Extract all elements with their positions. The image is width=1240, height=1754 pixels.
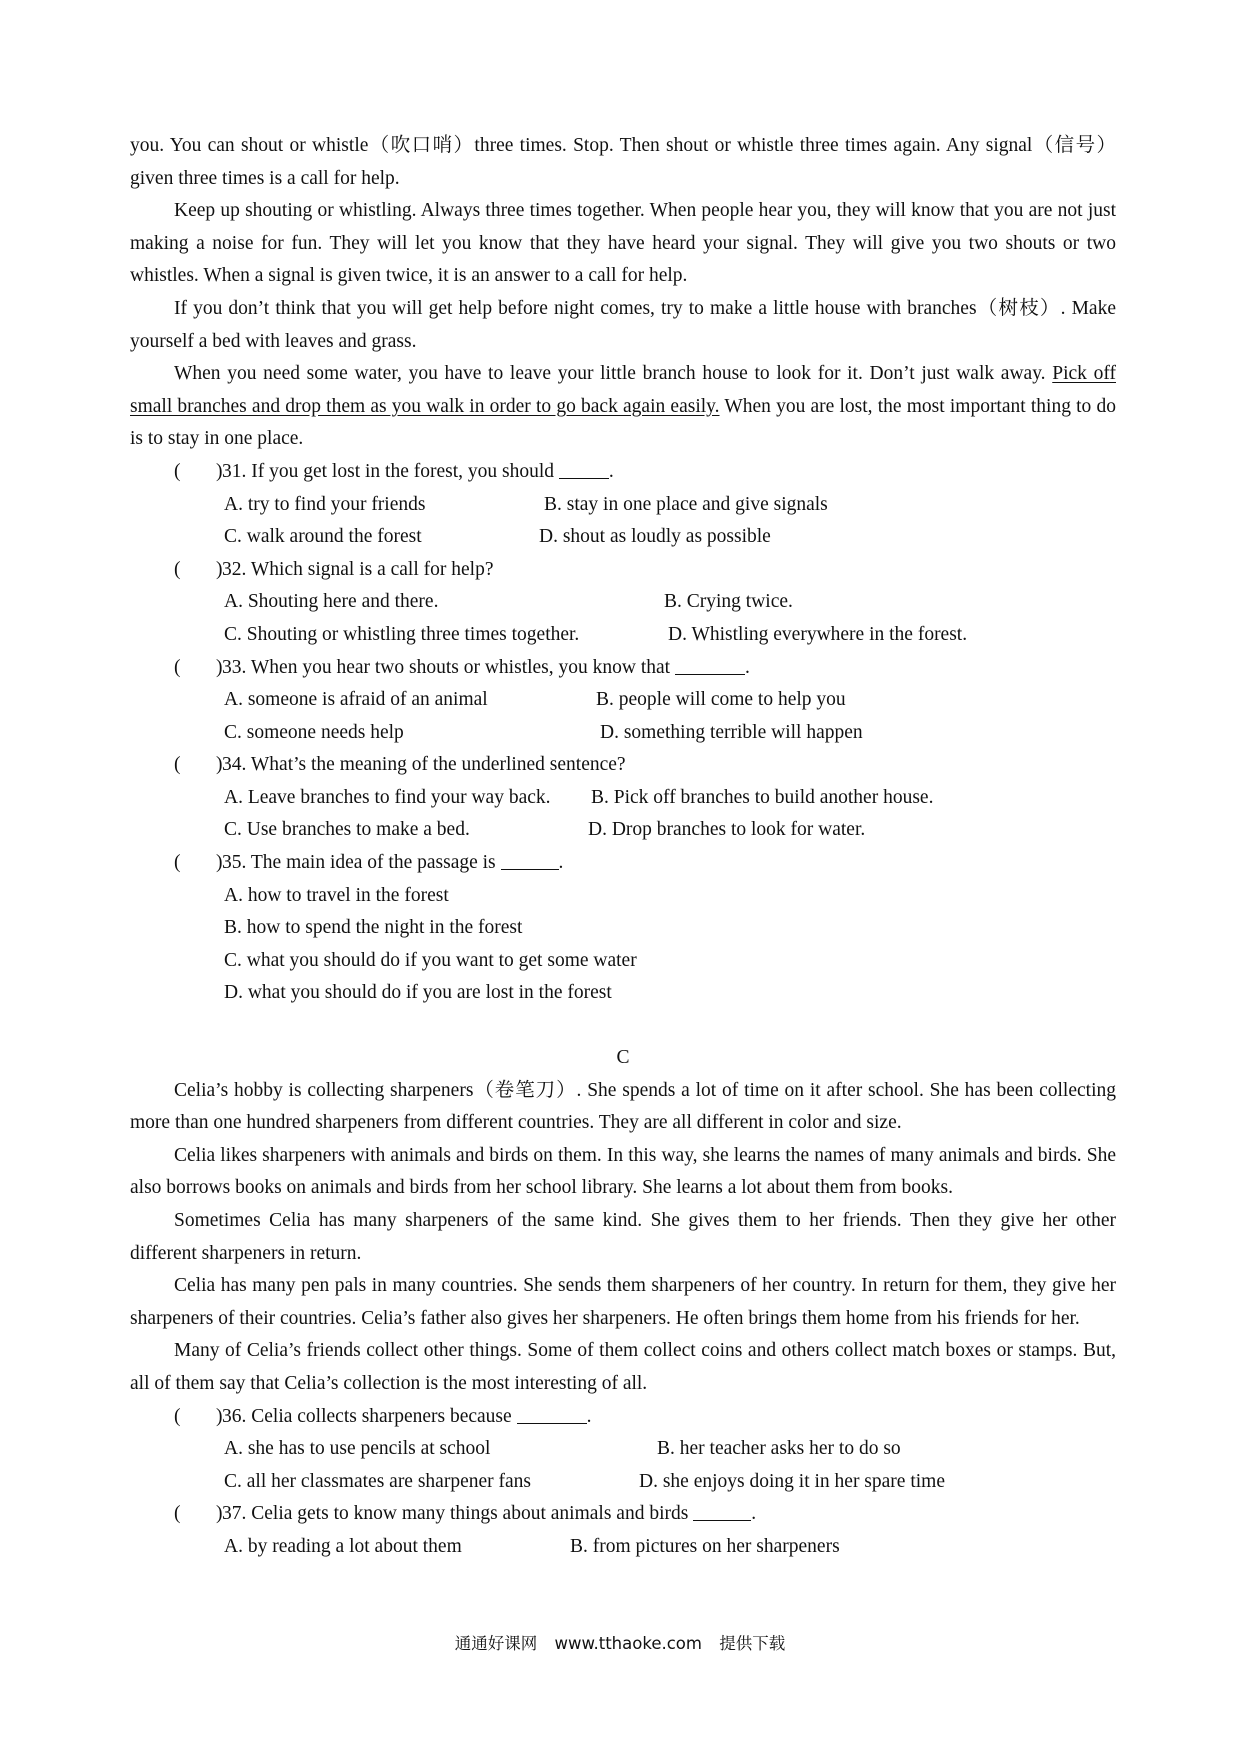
question-36 xyxy=(130,1401,1116,1434)
question-text: 36. Celia collects sharpeners because xyxy=(222,1405,512,1427)
question-end: . xyxy=(751,1503,757,1525)
paragraph-4-start: When you need some water, you have to leave your little branch house to look for it. Don’t just walk away. xyxy=(174,363,1046,385)
question-end: . xyxy=(558,852,564,874)
question-35 xyxy=(130,847,1116,880)
options-row xyxy=(130,814,1116,847)
answer-blank[interactable] xyxy=(501,849,559,870)
option-b: B. people will come to help you xyxy=(596,689,846,711)
question-text: 33. When you hear two shouts or whistles, you know that xyxy=(222,656,671,678)
question-stem xyxy=(222,456,614,489)
question-text: 34. What’s the meaning of the underlined sentence? xyxy=(222,754,626,776)
answer-paren-close: ) xyxy=(216,754,223,776)
options-row xyxy=(130,586,1116,619)
option-d: D. something terrible will happen xyxy=(600,721,863,743)
option-b: B. from pictures on her sharpeners xyxy=(570,1535,840,1557)
option-d: D. she enjoys doing it in her spare time xyxy=(639,1470,945,1492)
answer-paren-close: ) xyxy=(216,558,223,580)
passage-b-paragraph-1: you. You can shout or whistle（吹口哨）three times. Stop. Then shout or whistle three times again. Any signal（信号）given three times is a call for help. xyxy=(130,135,1116,189)
option-c: C. someone needs help xyxy=(224,721,404,743)
options-row xyxy=(130,1531,1116,1564)
question-text: 32. Which signal is a call for help? xyxy=(222,558,494,580)
options-row xyxy=(130,977,1116,1010)
paragraph-4-end: When you are lost, the most important thing to do is to stay in one place. xyxy=(130,395,1116,450)
option-d: D. what you should do if you are lost in the forest xyxy=(224,982,612,1004)
question-stem xyxy=(222,847,563,880)
section-c-paragraph-3: Sometimes Celia has many sharpeners of the same kind. She gives them to her friends. Then they give her other different sharpeners in return. xyxy=(130,1210,1116,1264)
passage-b-paragraph-2: Keep up shouting or whistling. Always three times together. When people hear you, they will know that you are not just making a noise for fun. They will let you know that they have heard your signal. They will give you two shouts or two whistles. When a signal is given twice, it is an answer to a call for help. xyxy=(130,200,1116,287)
passage-b-paragraph-4 xyxy=(130,358,1116,456)
answer-blank[interactable] xyxy=(675,654,745,675)
question-31 xyxy=(130,456,1116,489)
answer-paren-open: ( xyxy=(174,852,181,874)
option-a: A. how to travel in the forest xyxy=(224,884,449,906)
footer-site-name: 通通好课网 xyxy=(454,1634,538,1653)
options-row xyxy=(130,880,1116,913)
section-heading: C xyxy=(616,1047,630,1069)
options-row xyxy=(130,945,1116,978)
answer-blank[interactable] xyxy=(517,1403,587,1424)
options-row xyxy=(130,1466,1116,1499)
answer-paren-open: ( xyxy=(174,1503,181,1525)
section-c-paragraph-2: Celia likes sharpeners with animals and birds on them. In this way, she learns the names of many animals and birds. She also borrows books on animals and birds from her school library. She learns a lot about them from books. xyxy=(130,1144,1116,1199)
option-a: A. she has to use pencils at school xyxy=(224,1438,491,1460)
option-c: C. Use branches to make a bed. xyxy=(224,819,470,841)
option-a: A. try to find your friends xyxy=(224,493,426,515)
question-stem xyxy=(222,554,493,587)
option-c: C. all her classmates are sharpener fans xyxy=(224,1470,531,1492)
option-b: B. how to spend the night in the forest xyxy=(224,917,523,939)
answer-paren-close: ) xyxy=(216,656,223,678)
question-32 xyxy=(130,554,1116,587)
option-a: A. by reading a lot about them xyxy=(224,1535,462,1557)
answer-paren-open: ( xyxy=(174,460,181,482)
option-d: D. Drop branches to look for water. xyxy=(588,819,866,841)
answer-blank[interactable] xyxy=(693,1500,751,1521)
question-34 xyxy=(130,749,1116,782)
question-end: . xyxy=(744,656,750,678)
option-a: A. Leave branches to find your way back. xyxy=(224,786,551,808)
section-c-paragraph-1: Celia’s hobby is collecting sharpeners（卷笔刀）. She spends a lot of time on it after school. She has been collecting more than one hundred sharpeners from different countries. They are all different in color and size. xyxy=(130,1079,1116,1134)
answer-paren-open: ( xyxy=(174,558,181,580)
answer-paren-close: ) xyxy=(216,852,223,874)
options-row xyxy=(130,1433,1116,1466)
option-b: B. Crying twice. xyxy=(664,591,793,613)
question-stem xyxy=(222,652,750,685)
question-text: 31. If you get lost in the forest, you should xyxy=(222,460,555,482)
section-c-paragraph-5: Many of Celia’s friends collect other things. Some of them collect coins and others collect match boxes or stamps. But, all of them say that Celia’s collection is the most interesting of all. xyxy=(130,1340,1116,1394)
options-row xyxy=(130,489,1116,522)
question-stem xyxy=(222,1401,591,1434)
options-row xyxy=(130,782,1116,815)
question-end: . xyxy=(608,460,614,482)
answer-paren-open: ( xyxy=(174,656,181,678)
section-c-paragraph-4: Celia has many pen pals in many countries. She sends them sharpeners of her country. In return for them, they give her sharpeners of their countries. Celia’s father also gives her sharpeners. He often brings them home from his friends for her. xyxy=(130,1275,1116,1329)
option-b: B. Pick off branches to build another house. xyxy=(591,786,934,808)
option-b: B. her teacher asks her to do so xyxy=(657,1438,901,1460)
option-b: B. stay in one place and give signals xyxy=(544,493,828,515)
options-row xyxy=(130,619,1116,652)
footer-url[interactable]: www.tthaoke.com xyxy=(554,1634,702,1653)
footer-action: 提供下载 xyxy=(719,1634,786,1653)
options-row xyxy=(130,684,1116,717)
answer-paren-open: ( xyxy=(174,1405,181,1427)
options-row xyxy=(130,521,1116,554)
options-row xyxy=(130,717,1116,750)
answer-paren-close: ) xyxy=(216,1503,223,1525)
question-33 xyxy=(130,652,1116,685)
exam-page xyxy=(130,130,1116,1564)
question-text: 37. Celia gets to know many things about animals and birds xyxy=(222,1503,689,1525)
question-37 xyxy=(130,1498,1116,1531)
question-end: . xyxy=(586,1405,592,1427)
option-c: C. what you should do if you want to get some water xyxy=(224,949,637,971)
answer-paren-open: ( xyxy=(174,754,181,776)
underlined-sentence: Pick off small branches and drop them as you walk in order to go back again easily. xyxy=(130,363,1116,417)
option-a: A. someone is afraid of an animal xyxy=(224,689,488,711)
answer-paren-close: ) xyxy=(216,1405,223,1427)
question-stem xyxy=(222,1498,756,1531)
answer-paren-close: ) xyxy=(216,460,223,482)
page-footer xyxy=(0,1630,1240,1654)
option-d: D. Whistling everywhere in the forest. xyxy=(668,623,968,645)
option-d: D. shout as loudly as possible xyxy=(539,526,771,548)
answer-blank[interactable] xyxy=(559,458,609,479)
option-c: C. Shouting or whistling three times together. xyxy=(224,623,580,645)
question-stem xyxy=(222,749,626,782)
option-c: C. walk around the forest xyxy=(224,526,422,548)
question-text: 35. The main idea of the passage is xyxy=(222,852,496,874)
option-a: A. Shouting here and there. xyxy=(224,591,439,613)
options-row xyxy=(130,912,1116,945)
passage-b-paragraph-3: If you don’t think that you will get help before night comes, try to make a little house with branches（树枝）. Make yourself a bed with leaves and grass. xyxy=(130,297,1116,352)
